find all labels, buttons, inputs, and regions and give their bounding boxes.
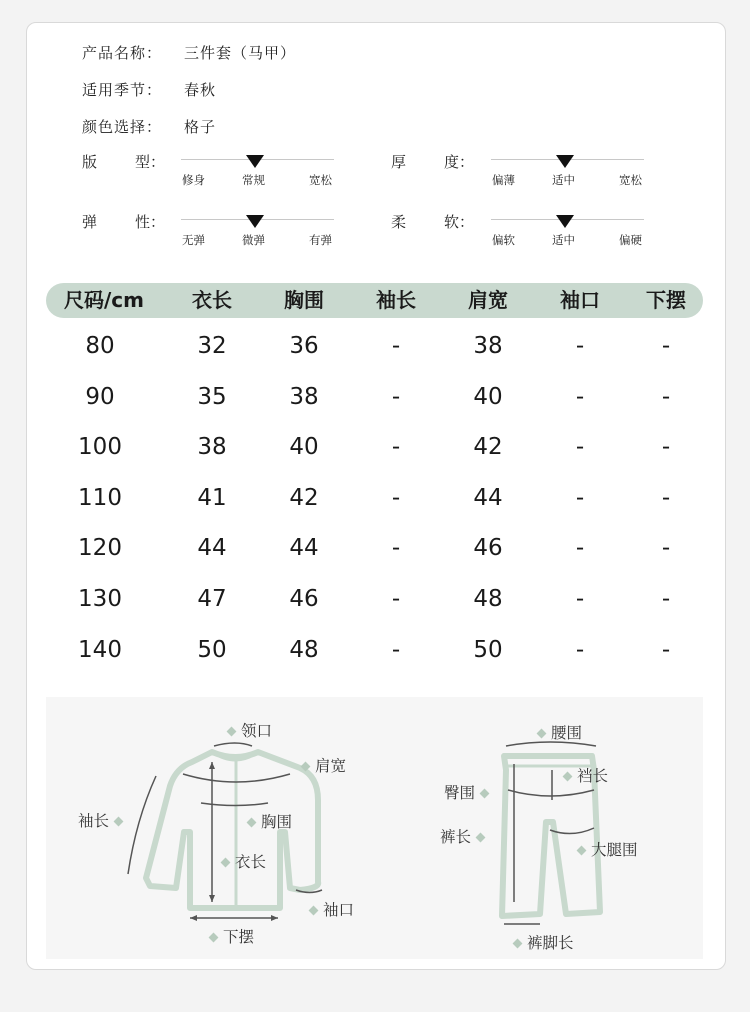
- measurement-cell: -: [661, 636, 671, 663]
- measurement-cell: 44: [473, 484, 503, 511]
- diamond-icon: [247, 818, 257, 828]
- measurement-cell: -: [661, 333, 671, 359]
- attr-label-a: 弹: [82, 213, 98, 231]
- size-cell: 80: [85, 333, 115, 359]
- measurement-cell: 32: [197, 333, 227, 359]
- callout-label: 领口: [241, 722, 273, 740]
- diamond-icon: [227, 727, 237, 737]
- diamond-icon: [301, 762, 311, 772]
- callout-pants-length: [440, 825, 490, 847]
- info-value: 格子: [184, 118, 217, 136]
- callout-hem: [204, 925, 254, 947]
- attr-label-a: 厚: [391, 153, 407, 171]
- diamond-icon: [563, 772, 573, 782]
- diamond-icon: [221, 858, 231, 868]
- column-header: 肩宽: [468, 288, 508, 312]
- callout-label: 袖长: [78, 812, 110, 830]
- measurement-cell: 40: [473, 383, 503, 410]
- measurement-cell: 42: [473, 434, 503, 461]
- softness-option: 偏硬: [619, 233, 642, 247]
- callout-label: 大腿围: [591, 841, 638, 859]
- elasticity-option: 有弹: [309, 233, 332, 247]
- callout-label: 袖口: [323, 901, 355, 919]
- callout-label: 裤长: [440, 828, 472, 846]
- callout-shoulder: [296, 754, 346, 776]
- callout-waist: [532, 721, 582, 743]
- size-cell: 90: [85, 383, 115, 410]
- size-cell: 100: [78, 434, 122, 461]
- callout-hip: [444, 781, 494, 803]
- thickness-option: 偏薄: [492, 173, 515, 187]
- measurement-cell: 50: [473, 636, 503, 663]
- measurement-cell: -: [575, 636, 585, 663]
- measurement-cell: -: [661, 586, 671, 612]
- elasticity-option: 微弹: [242, 233, 265, 247]
- measurement-cell: 38: [289, 383, 319, 410]
- info-label: 颜色选择：: [82, 118, 163, 136]
- measurement-cell: 44: [289, 535, 319, 562]
- info-value: 春秋: [184, 81, 217, 99]
- column-header: 尺码/cm: [64, 288, 144, 312]
- callout-label: 臀围: [444, 784, 476, 802]
- size-cell: 110: [78, 484, 122, 511]
- measurement-cell: -: [391, 636, 401, 663]
- measurement-cell: 50: [197, 636, 227, 663]
- fit-option: 常规: [242, 173, 265, 187]
- diamond-icon: [480, 789, 490, 799]
- measurement-cell: -: [575, 434, 585, 461]
- callout-label: 腰围: [551, 724, 583, 742]
- measurement-cell: -: [391, 383, 401, 410]
- size-cell: 120: [78, 535, 122, 562]
- attr-label-b: 型：: [135, 153, 166, 171]
- info-value: 三件套（马甲）: [184, 44, 297, 62]
- measurement-cell: -: [575, 535, 585, 562]
- diamond-icon: [476, 833, 486, 843]
- diamond-icon: [513, 939, 523, 949]
- callout-length: [216, 850, 266, 872]
- attr-label-a: 柔: [391, 213, 407, 231]
- attr-label-b: 度：: [444, 153, 475, 171]
- measurement-cell: -: [661, 434, 671, 461]
- measurement-cell: 46: [473, 535, 503, 562]
- column-header: 下摆: [646, 288, 686, 312]
- elasticity-option: 无弹: [182, 233, 205, 247]
- size-cell: 130: [78, 586, 122, 612]
- attr-label-b: 软：: [444, 213, 475, 231]
- column-header: 袖口: [560, 288, 600, 312]
- measurement-cell: 48: [473, 586, 503, 612]
- jacket-arrowheads: [190, 762, 278, 921]
- thickness-option: 宽松: [619, 173, 642, 187]
- measurement-cell: 42: [289, 484, 319, 511]
- jacket-outline-icon: [146, 752, 318, 908]
- measurement-cell: -: [391, 535, 401, 562]
- callout-thigh: [572, 838, 638, 860]
- measurement-cell: -: [661, 484, 671, 511]
- diamond-icon: [537, 729, 547, 739]
- callout-label: 裤脚长: [527, 934, 574, 952]
- measurement-cell: 41: [197, 484, 227, 511]
- measurement-cell: -: [575, 333, 585, 359]
- measurement-cell: -: [661, 535, 671, 562]
- info-label: 适用季节：: [82, 81, 163, 99]
- measurement-cell: 36: [289, 333, 319, 359]
- diamond-icon: [209, 933, 219, 943]
- callout-cuff: [304, 898, 354, 920]
- callout-rise: [558, 764, 608, 786]
- column-header: 袖长: [376, 288, 416, 312]
- measurement-cell: 35: [197, 383, 227, 410]
- measurement-cell: -: [391, 333, 401, 359]
- callout-chest: [242, 810, 292, 832]
- fit-option: 宽松: [309, 173, 332, 187]
- measurement-cell: -: [575, 383, 585, 410]
- measurement-cell: -: [391, 434, 401, 461]
- diamond-icon: [309, 906, 319, 916]
- callout-collar: [222, 719, 272, 741]
- diamond-icon: [114, 817, 124, 827]
- measurement-cell: -: [391, 586, 401, 612]
- callout-label: 衣长: [235, 853, 267, 871]
- callout-label: 胸围: [261, 813, 293, 831]
- attr-label-b: 性：: [135, 213, 166, 231]
- measurement-cell: 44: [197, 535, 227, 562]
- column-header: 衣长: [192, 288, 232, 312]
- column-header: 胸围: [284, 288, 324, 312]
- callout-leg-opening: [508, 931, 574, 953]
- softness-option: 适中: [552, 233, 575, 247]
- callout-sleeve: [78, 809, 128, 831]
- callout-label: 下摆: [223, 928, 255, 946]
- fit-option: 修身: [182, 173, 205, 187]
- measurement-cell: -: [575, 484, 585, 511]
- info-label: 产品名称：: [82, 44, 163, 62]
- thickness-option: 适中: [552, 173, 575, 187]
- measurement-cell: 48: [289, 636, 319, 663]
- attr-label-a: 版: [82, 153, 98, 171]
- measurement-cell: 46: [289, 586, 319, 612]
- measurement-cell: 47: [197, 586, 227, 612]
- softness-option: 偏软: [492, 233, 515, 247]
- measurement-cell: 38: [197, 434, 227, 461]
- measurement-cell: -: [575, 586, 585, 612]
- size-cell: 140: [78, 636, 122, 663]
- measurement-cell: 38: [473, 333, 503, 359]
- measurement-cell: 40: [289, 434, 319, 461]
- diamond-icon: [577, 846, 587, 856]
- callout-label: 肩宽: [315, 757, 347, 775]
- measurement-cell: -: [391, 484, 401, 511]
- callout-label: 裆长: [577, 767, 609, 785]
- measurement-cell: -: [661, 383, 671, 410]
